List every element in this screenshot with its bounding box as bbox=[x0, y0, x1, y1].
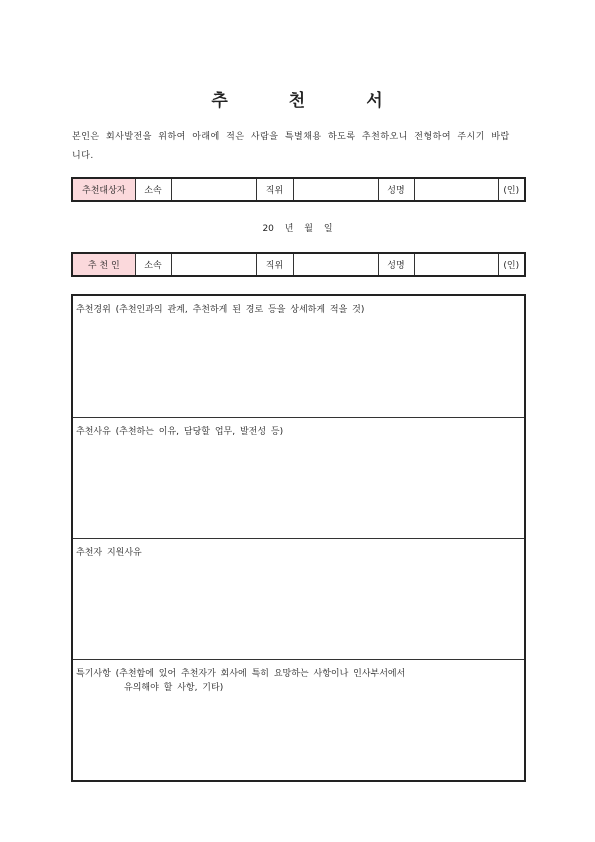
target-affiliation-field[interactable] bbox=[171, 178, 256, 201]
target-name-field[interactable] bbox=[414, 178, 498, 201]
recommender-position-label: 직위 bbox=[256, 253, 293, 276]
section-application-label: 추천자 지원사유 bbox=[76, 548, 142, 558]
intro-paragraph bbox=[72, 128, 527, 166]
section-background[interactable] bbox=[73, 296, 524, 417]
document-title bbox=[0, 86, 595, 111]
recommender-affiliation-label: 소속 bbox=[135, 253, 171, 276]
intro-line-2: 니다. bbox=[72, 151, 94, 161]
target-label: 추천대상자 bbox=[72, 178, 135, 201]
recommender-seal: (인) bbox=[498, 253, 525, 276]
section-background-label: 추천경위 (추천인과의 관계, 추천하게 된 경로 등을 상세하게 적을 것) bbox=[76, 305, 365, 315]
recommender-label: 추 천 인 bbox=[72, 253, 135, 276]
recommender-position-field[interactable] bbox=[293, 253, 378, 276]
section-reason-label: 추천사유 (추천하는 이유, 담당할 업무, 발전성 등) bbox=[76, 427, 284, 437]
date-line: 20 년 월 일 bbox=[262, 224, 333, 234]
recommender-name-label: 성명 bbox=[378, 253, 414, 276]
recommender-affiliation-field[interactable] bbox=[171, 253, 256, 276]
recommender-name-field[interactable] bbox=[414, 253, 498, 276]
section-application-reason[interactable] bbox=[73, 538, 524, 660]
title-char-2: 천 bbox=[288, 91, 307, 111]
section-notes-label: 특기사항 (추천함에 있어 추천자가 회사에 특히 요망하는 사항이나 인사부서에서 유의해야 할 사항, 기타) bbox=[76, 669, 406, 693]
target-info-row bbox=[71, 177, 526, 202]
target-position-label: 직위 bbox=[256, 178, 293, 201]
recommender-info-row bbox=[71, 252, 526, 277]
target-affiliation-label: 소속 bbox=[135, 178, 171, 201]
target-seal: (인) bbox=[498, 178, 525, 201]
details-box bbox=[71, 294, 526, 782]
section-special-notes[interactable] bbox=[73, 659, 524, 781]
title-char-3: 서 bbox=[366, 91, 384, 111]
title-char-1: 추 bbox=[211, 91, 229, 111]
target-name-label: 성명 bbox=[378, 178, 414, 201]
intro-line-1: 본인은 회사발전을 위하여 아래에 적은 사람을 특별채용 하도록 추천하오니 전형하여 주시기 바랍 bbox=[72, 132, 510, 142]
section-reason[interactable] bbox=[73, 417, 524, 539]
target-position-field[interactable] bbox=[293, 178, 378, 201]
